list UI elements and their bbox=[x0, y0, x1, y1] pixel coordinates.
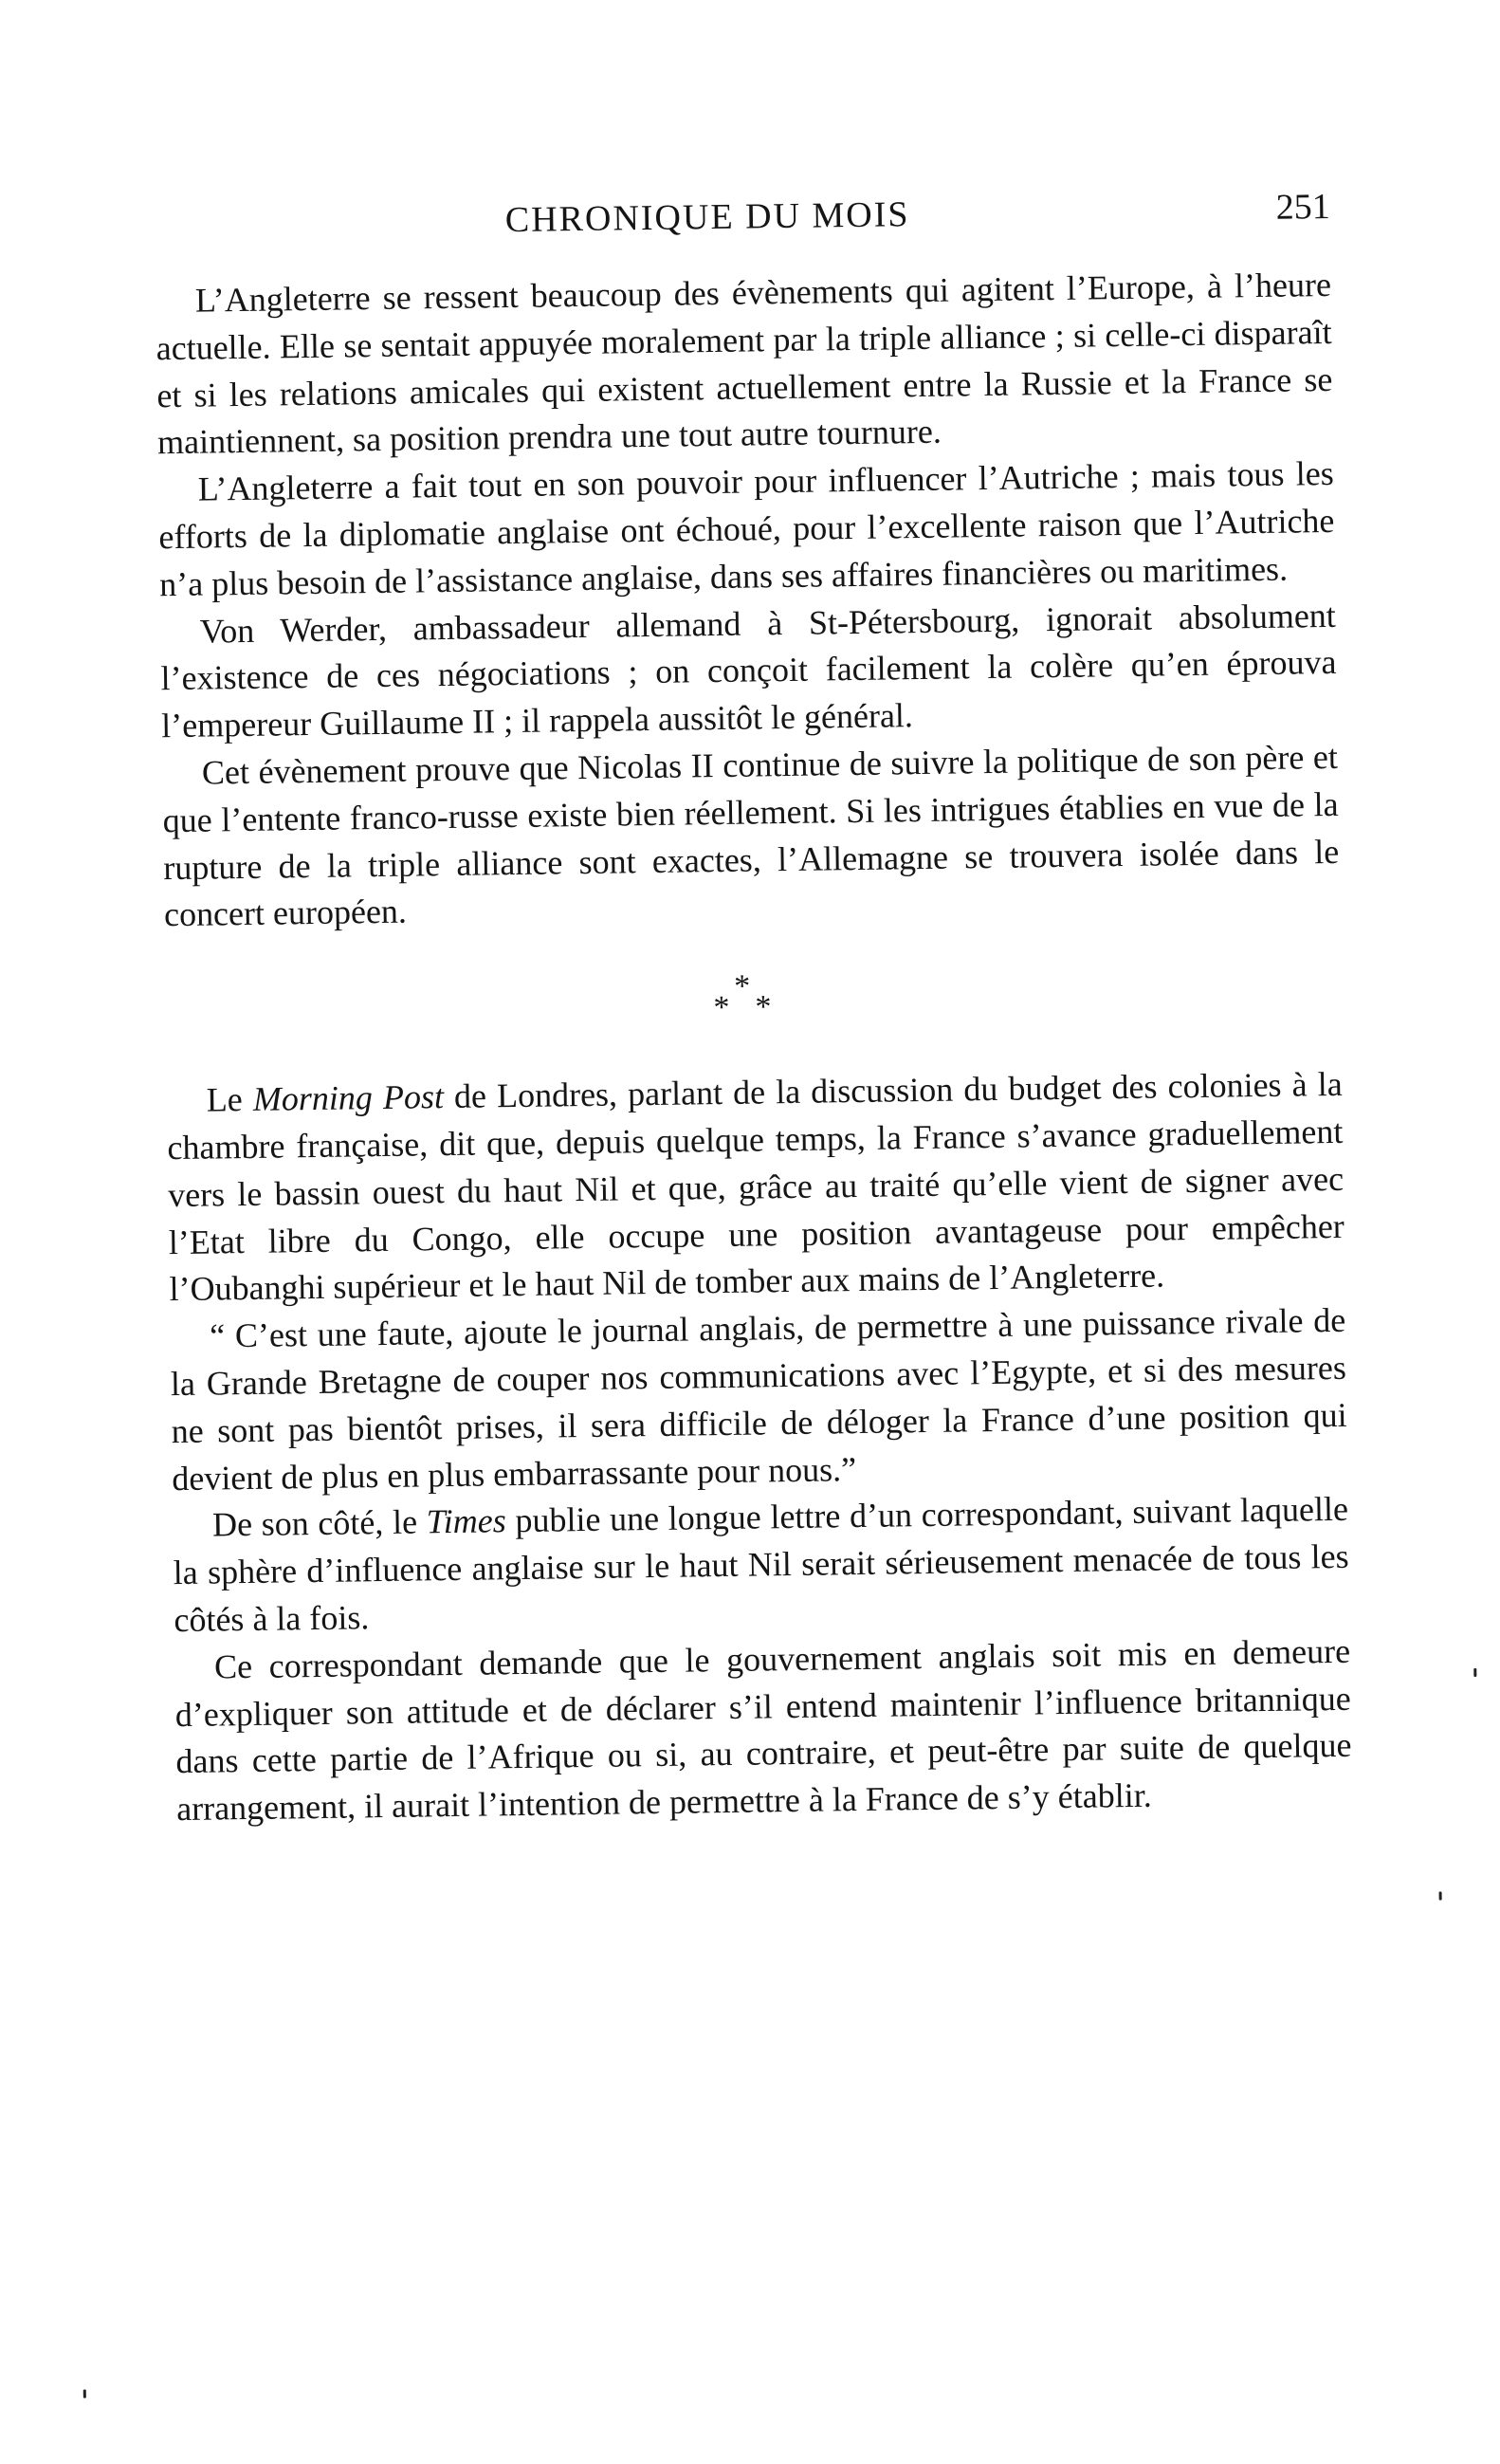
paragraph-text: De son côté, le bbox=[211, 1502, 427, 1544]
quotation-paragraph: “ C’est une faute, ajoute le journal anglais, de permettre à une puissance rivale de la Grande Bretagne de couper nos communications avec l’Egypte, et si des mesures ne sont pas bientôt prises, il sera difficile de déloger la France d’une position qui devient de plus en plus embarrassante pour nous.” bbox=[170, 1300, 1347, 1498]
newspaper-title: Morning Post bbox=[252, 1077, 445, 1119]
paragraph-text: publie une longue lettre d’un correspondant, suivant laquelle la sphère d’influence anglaise sur le haut Nil serait sérieusement menacée de tous les côtés à la fois. bbox=[173, 1490, 1349, 1640]
paragraph-text: Le bbox=[206, 1080, 254, 1119]
asterism bbox=[713, 970, 790, 1024]
paragraph: Von Werder, ambassadeur allemand à St-Pétersbourg, ignorait absolument l’existence de ces négociations ; on conçoit facilement la colère qu’en éprouva l’empereur Guillaume II ; il rappela aussitôt le général. bbox=[160, 596, 1337, 745]
page-number: 251 bbox=[1275, 186, 1331, 228]
paragraph-text: de Londres, parlant de la discussion du budget des colonies à la chambre française, dit que, depuis quelque temps, la France s’avance graduellement vers le bassin ouest du haut Nil et que, grâce au traité qu’elle vient de signer avec l’Etat libre du Congo, elle occupe une position avantageuse pour empêcher l’Oubanghi supérieur et le haut Nil de tomber aux mains de l’Angleterre. bbox=[167, 1065, 1345, 1309]
running-title: CHRONIQUE DU MOIS bbox=[504, 194, 910, 241]
asterism-star: * bbox=[713, 990, 730, 1026]
asterism-star: * bbox=[755, 989, 772, 1025]
ink-speck bbox=[83, 2389, 86, 2398]
paragraph bbox=[166, 1061, 1345, 1314]
ink-speck bbox=[1473, 1668, 1476, 1677]
page-body bbox=[155, 262, 1353, 1833]
paragraph: L’Angleterre se ressent beaucoup des évènements qui agitent l’Europe, à l’heure actuelle. Elle se sentait appuyée moralement par la triple alliance ; si celle-ci disparaît et si les relations amicales qui existent actuellement entre la Russie et la France se maintiennent, sa position prendra une tout autre tournure. bbox=[155, 265, 1333, 462]
section-separator bbox=[164, 923, 1342, 1077]
ink-speck bbox=[1439, 1891, 1442, 1900]
paragraph: L’Angleterre a fait tout en son pouvoir pour influencer l’Autriche ; mais tous les efforts de la diplomatie anglaise ont échoué, pour l’excellente raison que l’Autriche n’a plus besoin de l’assistance anglaise, dans ses affaires financières ou maritimes. bbox=[158, 454, 1335, 603]
paragraph: Ce correspondant demande que le gouvernement anglais soit mis en demeure d’expliquer son attitude et de déclarer s’il entend maintenir l’influence britannique dans cette partie de l’Afrique ou si, au contraire, et peut-être par suite de quelque arrangement, il aurait l’intention de permettre à la France de s’y établir. bbox=[174, 1631, 1352, 1829]
newspaper-title: Times bbox=[426, 1501, 507, 1541]
page-header bbox=[155, 186, 1331, 259]
paragraph: Cet évènement prouve que Nicolas II continue de suivre la politique de son père et que l’entente franco-russe existe bien réellement. Si les intrigues établies en vue de la rupture de la triple alliance sont exactes, l’Allemagne se trouvera isolée dans le concert européen. bbox=[162, 737, 1340, 934]
asterism-star: * bbox=[733, 968, 751, 1004]
paragraph bbox=[173, 1486, 1350, 1645]
